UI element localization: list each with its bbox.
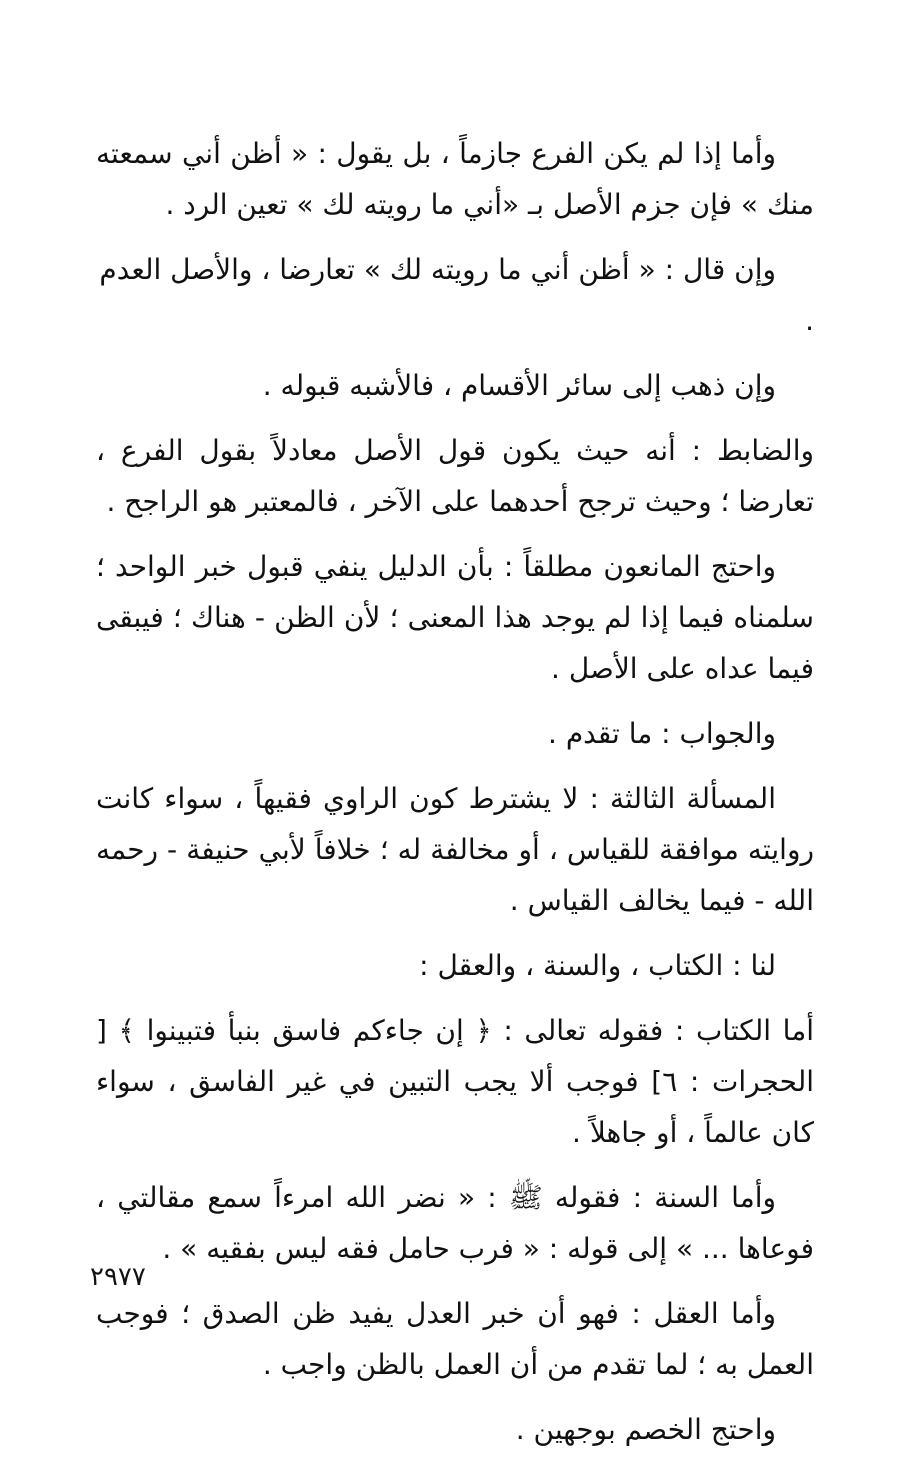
- paragraph-other-categories: وإن ذهب إلى سائر الأقسام ، فالأشبه قبوله .: [262, 369, 776, 402]
- paragraph-rule: والضابط : أنه حيث يكون قول الأصل معادلاً بقول الفرع ، تعارضا ؛ وحيث ترجح أحدهما على الآخر ، فالمعتبر هو الراجح .: [96, 434, 814, 518]
- paragraph-quran-evidence: أما الكتاب : فقوله تعالى : ﴿ إن جاءكم فاسق بنبأ فتبينوا ﴾ [ الحجرات : ٦] فوجب ألا يجب التبين في غير الفاسق ، سواء كان عالماً ، أو جاهلاً .: [96, 1014, 814, 1149]
- paragraph-opponent-two-aspects: واحتج الخصم بوجهين .: [515, 1413, 776, 1446]
- page-body: [96, 128, 814, 1469]
- paragraph-reason-evidence: وأما العقل : فهو أن خبر العدل يفيد ظن الصدق ؛ فوجب العمل به ؛ لما تقدم من أن العمل بالظن واجب .: [96, 1297, 814, 1381]
- paragraph-sunnah-evidence: وأما السنة : فقوله ﷺ : « نضر الله امرءاً سمع مقالتي ، فوعاها ... » إلى قوله : « فرب حامل فقه ليس بفقيه » .: [96, 1181, 814, 1265]
- paragraph-unconfident-branch: وأما إذا لم يكن الفرع جازماً ، بل يقول : « أظن أني سمعته منك » فإن جزم الأصل بـ «أني ما رويته لك » تعين الرد .: [96, 137, 814, 221]
- paragraph-opponents-argument: واحتج المانعون مطلقاً : بأن الدليل ينفي قبول خبر الواحد ؛ سلمناه فيما إذا لم يوجد هذا المعنى ؛ لأن الظن - هناك ؛ فيبقى فيما عداه على الأصل .: [96, 550, 814, 685]
- paragraph-answer: والجواب : ما تقدم .: [548, 717, 776, 750]
- paragraph-evidence-list: لنا : الكتاب ، والسنة ، والعقل :: [419, 949, 776, 982]
- page-number: ٢٩٧٧: [90, 1262, 146, 1292]
- paragraph-third-issue: المسألة الثالثة : لا يشترط كون الراوي فقيهاً ، سواء كانت روايته موافقة للقياس ، أو مخالفة له ؛ خلافاً لأبي حنيفة - رحمه الله - فيما يخالف القياس .: [96, 782, 814, 917]
- paragraph-conflict: وإن قال : « أظن أني ما رويته لك » تعارضا ، والأصل العدم .: [99, 253, 814, 337]
